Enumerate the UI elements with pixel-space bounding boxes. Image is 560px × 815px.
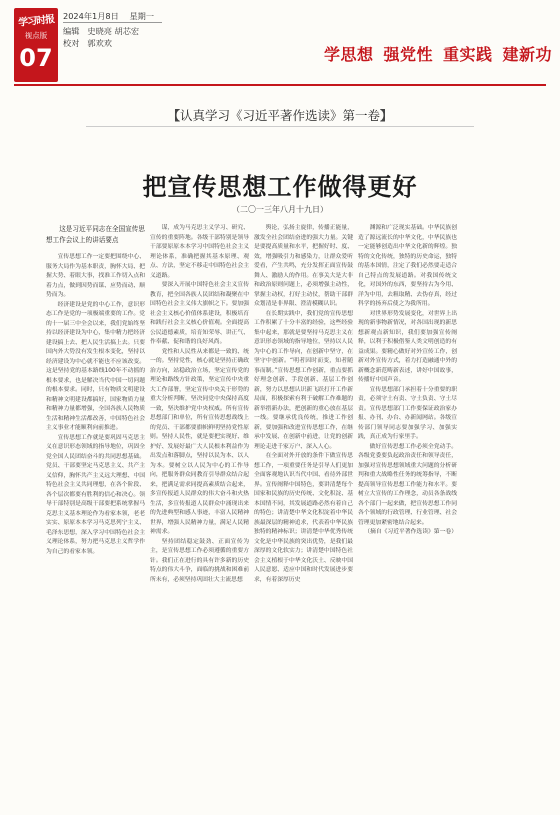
article-lede: 这是习近平同志在全国宣传思想工作会议上的讲话要点 (46, 225, 145, 244)
paragraph: 宣传思想工作一定要把围绕中心、服务大局作为基本职责，胸怀大局、把握大势、着眼大事，找准工作切入点和着力点，做到因势而谋、应势而动、顺势而为。 (46, 254, 145, 298)
article-column-4 (358, 224, 457, 796)
article-column-3 (254, 224, 353, 796)
article-column-2 (150, 224, 249, 796)
source-note: （摘自《习近平著作选读》第一卷） (364, 529, 457, 535)
paragraph: 要深入开展中国特色社会主义宣传教育，把全国各族人民团结和凝聚在中国特色社会主义伟大旗帜之下。要加强社会主义核心价值体系建设，积极培育和践行社会主义核心价值观。全面提高公民道德素质，培育知荣辱、讲正气、作奉献、促和谐的良好风尚。 (150, 282, 249, 345)
paragraph: 宣传思想工作就是要巩固马克思主义在意识形态领域的指导地位，巩固全党全国人民团结奋斗的共同思想基础。党员、干部要坚定马克思主义、共产主义信仰，胸怀共产主义远大理想、中国特色社会主义共同理想，在各个阶段、各个层次都要有胜利的信心和决心。领导干部特别是高级干部要把系统掌握马克思主义基本理论作为看家本领，老老实实、原原本本学习马克思列宁主义、毛泽东思想，深入学习中国特色社会主义理论体系，努力把马克思主义哲学作为自己的看家本领。 (46, 434, 145, 555)
paragraph: 宣传思想部门承担着十分重要的职责，必须守土有责、守土负责、守土尽责。宣传思想部门工作要保证政治家办报、办刊、办台、办新闻网站。各级宣传部门领导同志要加强学习、加强实践，真正成为行家里手。 (358, 386, 457, 440)
article-column-1 (46, 224, 145, 796)
column-title (0, 106, 560, 124)
issue-weekday: 星期一 (129, 11, 155, 21)
paragraph: 渊源和广泛现实基础。中华民族创造了源远流长的中华文化，中华民族也一定能够创造出中华文化新的辉煌。独特的文化传统，独特的历史命运，独特的基本国情，注定了我们必然要走适合自己特点的发展道路。对我国传统文化，对国外的东西，要坚持古为今用、洋为中用，去粗取精、去伪存真，经过科学的扬弃后使之为我所用。 (358, 225, 457, 307)
proof-name: 郭欢欢 (87, 38, 112, 48)
paragraph: 对世界形势发展变化，对世界上出现的新事物新情况，对各国出现的新思想新观点新知识，我们要加强宣传阐释，以利于积极借鉴人类文明创造的有益成果。要精心做好对外宣传工作，创新对外宣传方式，着力打造融通中外的新概念新范畴新表述，讲好中国故事，传播好中国声音。 (358, 310, 457, 383)
masthead-badge (14, 8, 58, 82)
paragraph: 在全面对外开放的条件下做宣传思想工作，一项重要任务是引导人们更加全面客观地认识当代中国、看待外部世界。宣传阐释中国特色，要讲清楚每个国家和民族的历史传统、文化积淀、基本国情不同，其发展道路必然有着自己的特色；讲清楚中华文化积淀着中华民族最深层的精神追求，代表着中华民族独特的精神标识；讲清楚中华优秀传统文化是中华民族的突出优势，是我们最深厚的文化软实力；讲清楚中国特色社会主义植根于中华文化沃土、反映中国人民意愿、适应中国和时代发展进步要求，有着深厚历史 (254, 453, 353, 583)
editor-names: 史晓亮 胡芯宏 (87, 26, 140, 36)
paragraph: 在长期实践中，我们党的宣传思想工作积累了十分丰富的经验，这些经验集中起来，那就是要坚持马克思主义在意识形态领域的指导地位，坚持以人民为中心的工作导向，在创新中坚守，在坚守中创新。“明者因时而变，知者随事而制。”宣传思想工作创新，重点要抓好理念创新、手段创新、基层工作创新，努力以思想认识新飞跃打开工作新局面，积极探索有利于破解工作难题的新举措新办法，把创新的重心放在基层一线。要继承优良传统，推进工作创新，要加强和改进宣传思想工作，在继承中发展、在创新中前进，让党的创新理论走进千家万户、深入人心。 (254, 310, 353, 450)
page-slogan (202, 42, 552, 65)
column-divider (86, 126, 474, 127)
paragraph: 谋，成为马克思主义学习、研究、宣传的重要阵地。各级干部特别是领导干部要原原本本学习中国特色社会主义理论体系，准确把握其基本原理、观点、方法，坚定不移走中国特色社会主义道路。 (150, 225, 249, 279)
header-divider (14, 84, 546, 86)
article-headline: 把宣传思想工作做得更好 (142, 172, 418, 201)
page-number: 07 (19, 44, 53, 72)
section-label: 视点版 (24, 31, 48, 40)
issue-meta (63, 10, 162, 49)
newspaper-logo: 学习时报 (17, 14, 55, 29)
paragraph: 做好宣传思想工作必须全党动手。各级党委要负起政治责任和领导责任，加强对宣传思想领域重大问题的分析研判和重大战略性任务的统筹指导，不断提高领导宣传思想工作能力和水平。要树立大宣传的工作理念，动员各条战线各个部门一起来做，把宣传思想工作同各个领域的行政管理、行业管理、社会管理更加紧密地结合起来。 (358, 443, 457, 526)
article-dateline: （二〇一三年八月十九日） (232, 205, 328, 214)
paragraph: 舆论，弘扬主旋律，传播正能量，激发全社会团结奋进的强大力量。关键是要提高质量和水平，把握好时、度、效，增强吸引力和感染力，让群众爱听爱看，产生共鸣，充分发挥正面宣传鼓舞人、激励人的作用。在事关大是大非和政治原则问题上，必须增强主动性，掌握主动权，打好主动仗，帮助干部群众划清是非界限、澄清模糊认识。 (254, 225, 353, 307)
paragraph: 党性和人民性从来都是一致的、统一的。坚持党性，核心就是坚持正确政治方向，站稳政治立场，坚定宣传党的理论和路线方针政策，坚定宣传中央重大工作部署，坚定宣传中央关于形势的重大分析判断，坚决同党中央保持高度一致，坚决维护党中央权威。所有宣传思想部门和单位，所有宣传思想战线上的党员、干部都要旗帜鲜明坚持党性原则。坚持人民性，就是要把实现好、维护好、发展好最广大人民根本利益作为出发点和落脚点，坚持以民为本、以人为本。要树立以人民为中心的工作导向，把服务群众同教育引导群众结合起来，把满足需求同提高素质结合起来，多宣传报道人民群众的伟大奋斗和火热生活，多宣传报道人民群众中涌现出来的先进典型和感人事迹，丰富人民精神世界，增强人民精神力量，满足人民精神需求。 (150, 348, 249, 535)
bracket-close: 】 (380, 108, 393, 123)
slogan-item: 建新功 (502, 45, 552, 64)
issue-date: 2024年1月8日 (63, 11, 119, 21)
editor-label: 编辑 (63, 26, 80, 36)
slogan-item: 强党性 (383, 45, 433, 64)
paragraph: 经济建设是党的中心工作，意识形态工作是党的一项极端重要的工作。党的十一届三中全会以来，我们党始终坚持以经济建设为中心，集中精力把经济建设搞上去、把人民生活搞上去。只要国内外大势没有发生根本变化，坚持以经济建设为中心就不能也不应该改变。这是坚持党的基本路线100年不动摇的根本要求，也是解决当代中国一切问题的根本要求。同时，只有物质文明建设和精神文明建设都搞好，国家物质力量和精神力量都增强，全国各族人民物质生活和精神生活都改善，中国特色社会主义事业才能顺利向前推进。 (46, 301, 145, 431)
column-title-text: 认真学习《习近平著作选读》第一卷 (179, 108, 380, 123)
bracket-open: 【 (167, 108, 180, 123)
slogan-item: 重实践 (442, 45, 493, 64)
proof-label: 校对 (63, 38, 80, 48)
slogan-item: 学思想 (323, 45, 374, 64)
paragraph: 坚持团结稳定鼓劲、正面宣传为主，是宣传思想工作必须遵循的重要方针。我们正在进行的具有许多新的历史特点的伟大斗争，面临的挑战和困难前所未有，必须坚持巩固壮大主流思想 (150, 538, 249, 583)
